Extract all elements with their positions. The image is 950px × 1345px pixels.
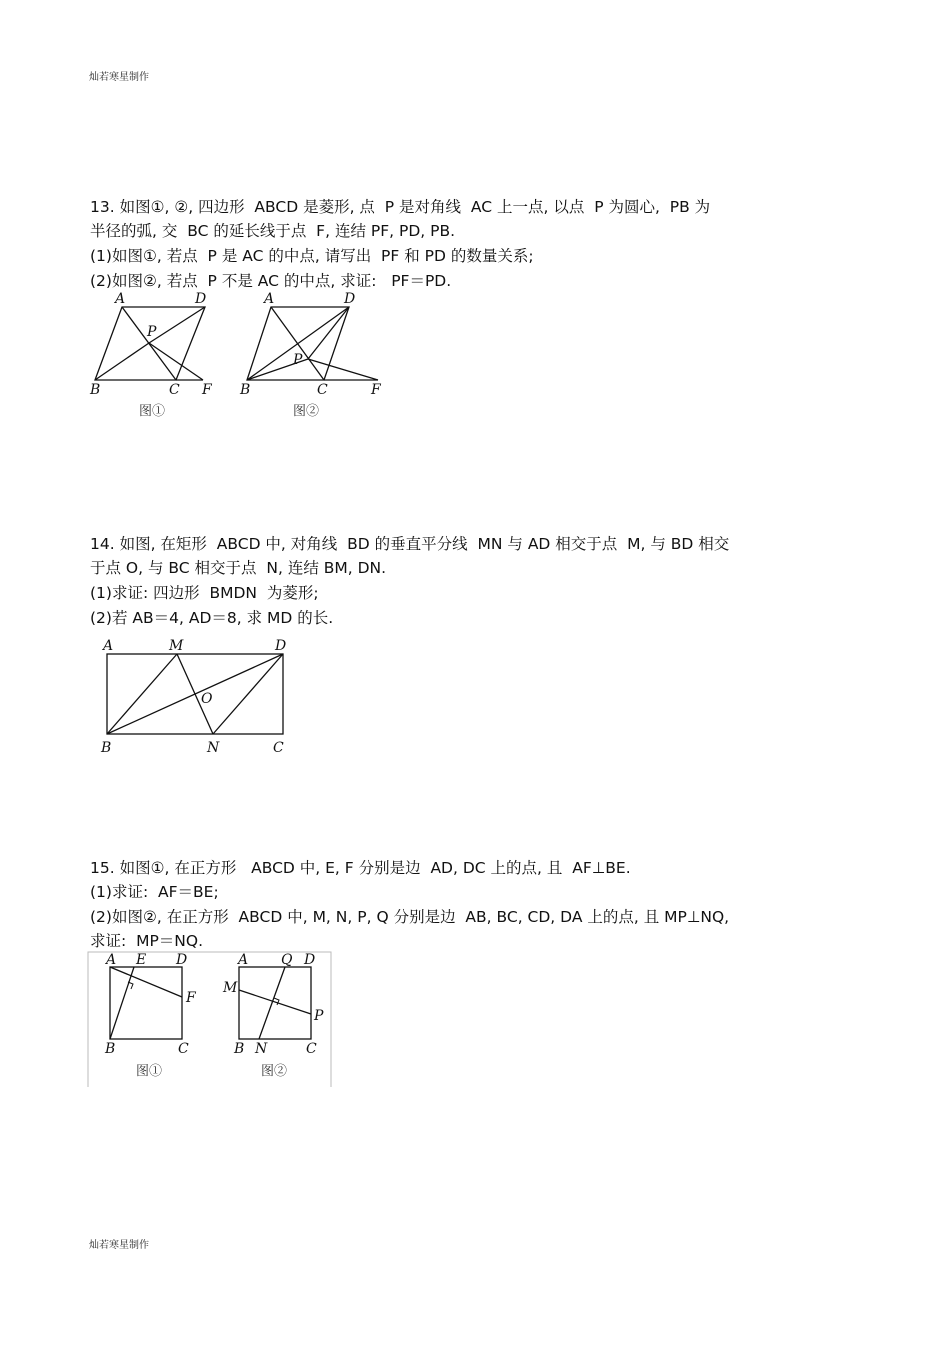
label-b: B bbox=[234, 1041, 245, 1057]
label-c: C bbox=[317, 382, 328, 398]
label-f: F bbox=[202, 382, 212, 398]
label-o: O bbox=[201, 691, 213, 707]
label-c: C bbox=[178, 1041, 189, 1057]
label-a: A bbox=[238, 952, 249, 968]
q15-figures bbox=[88, 952, 333, 1087]
label-a: A bbox=[106, 952, 117, 968]
q14-line-2: 于点 O, 与 BC 相交于点 N, 连结 BM, DN. bbox=[90, 559, 387, 577]
label-p: P bbox=[147, 324, 157, 340]
label-p: P bbox=[293, 352, 303, 368]
segment-pd bbox=[149, 307, 205, 343]
label-d: D bbox=[344, 291, 356, 307]
label-a: A bbox=[264, 291, 275, 307]
label-d: D bbox=[275, 638, 287, 654]
q13-line-4: (2)如图②, 若点 P 不是 AC 的中点, 求证: PF＝PD. bbox=[90, 272, 452, 290]
q14-line-4: (2)若 AB＝4, AD＝8, 求 MD 的长. bbox=[90, 609, 334, 627]
label-b: B bbox=[90, 382, 101, 398]
square-abcd-1 bbox=[110, 967, 182, 1039]
segment-pd bbox=[308, 307, 349, 359]
label-b: B bbox=[105, 1041, 116, 1057]
q13-line-1: 13. 如图①, ②, 四边形 ABCD 是菱形, 点 P 是对角线 AC 上一点, 以点 P 为圆心, PB 为 bbox=[90, 198, 711, 216]
segment-pb bbox=[95, 343, 149, 380]
label-d: D bbox=[195, 291, 207, 307]
figure-frame bbox=[88, 952, 331, 1087]
figure-caption-1: 图① bbox=[136, 1064, 163, 1079]
label-c: C bbox=[273, 740, 284, 756]
segment-nq bbox=[259, 967, 285, 1039]
label-m: M bbox=[169, 638, 184, 654]
label-m: M bbox=[223, 980, 238, 996]
page-header: 灿若寒星制作 bbox=[89, 72, 149, 83]
label-a: A bbox=[115, 291, 126, 307]
label-b: B bbox=[101, 740, 112, 756]
label-d: D bbox=[304, 952, 316, 968]
q14-figure bbox=[95, 633, 305, 763]
label-b: B bbox=[240, 382, 251, 398]
q13-line-2: 半径的弧, 交 BC 的延长线于点 F, 连结 PF, PD, PB. bbox=[90, 222, 456, 240]
label-c: C bbox=[306, 1041, 317, 1057]
label-c: C bbox=[169, 382, 180, 398]
q13-figure-1 bbox=[85, 288, 225, 423]
segment-be bbox=[110, 967, 134, 1039]
q15-line-4: 求证: MP＝NQ. bbox=[90, 932, 204, 950]
label-n: N bbox=[207, 740, 220, 756]
segment-bm bbox=[107, 654, 177, 734]
square-abcd-2 bbox=[239, 967, 311, 1039]
label-a: A bbox=[103, 638, 114, 654]
figure-caption: 图① bbox=[139, 404, 166, 419]
segment-bd bbox=[247, 307, 349, 380]
figure-caption: 图② bbox=[293, 404, 320, 419]
q15-line-1: 15. 如图①, 在正方形 ABCD 中, E, F 分别是边 AD, DC 上的点, 且 AF⊥BE. bbox=[90, 859, 631, 877]
segment-af bbox=[110, 967, 182, 997]
q14-line-1: 14. 如图, 在矩形 ABCD 中, 对角线 BD 的垂直平分线 MN 与 AD 相交于点 M, 与 BD 相交 bbox=[90, 535, 730, 553]
q14-line-3: (1)求证: 四边形 BMDN 为菱形; bbox=[90, 584, 319, 602]
segment-pf bbox=[149, 343, 203, 380]
segment-dn bbox=[213, 654, 283, 734]
page-footer: 灿若寒星制作 bbox=[89, 1240, 149, 1251]
label-n: N bbox=[255, 1041, 268, 1057]
q15-line-3: (2)如图②, 在正方形 ABCD 中, M, N, P, Q 分别是边 AB, BC, CD, DA 上的点, 且 MP⊥NQ, bbox=[90, 908, 730, 926]
q13-line-3: (1)如图①, 若点 P 是 AC 的中点, 请写出 PF 和 PD 的数量关系; bbox=[90, 247, 534, 265]
figure-caption-2: 图② bbox=[261, 1064, 288, 1079]
label-f: F bbox=[186, 990, 196, 1006]
label-q: Q bbox=[281, 952, 293, 968]
segment-pf bbox=[308, 359, 378, 380]
label-p: P bbox=[314, 1008, 324, 1024]
q13-figure-2 bbox=[238, 288, 388, 423]
label-f: F bbox=[371, 382, 381, 398]
q15-line-2: (1)求证: AF＝BE; bbox=[90, 883, 219, 901]
label-d: D bbox=[176, 952, 188, 968]
label-e: E bbox=[136, 952, 147, 968]
